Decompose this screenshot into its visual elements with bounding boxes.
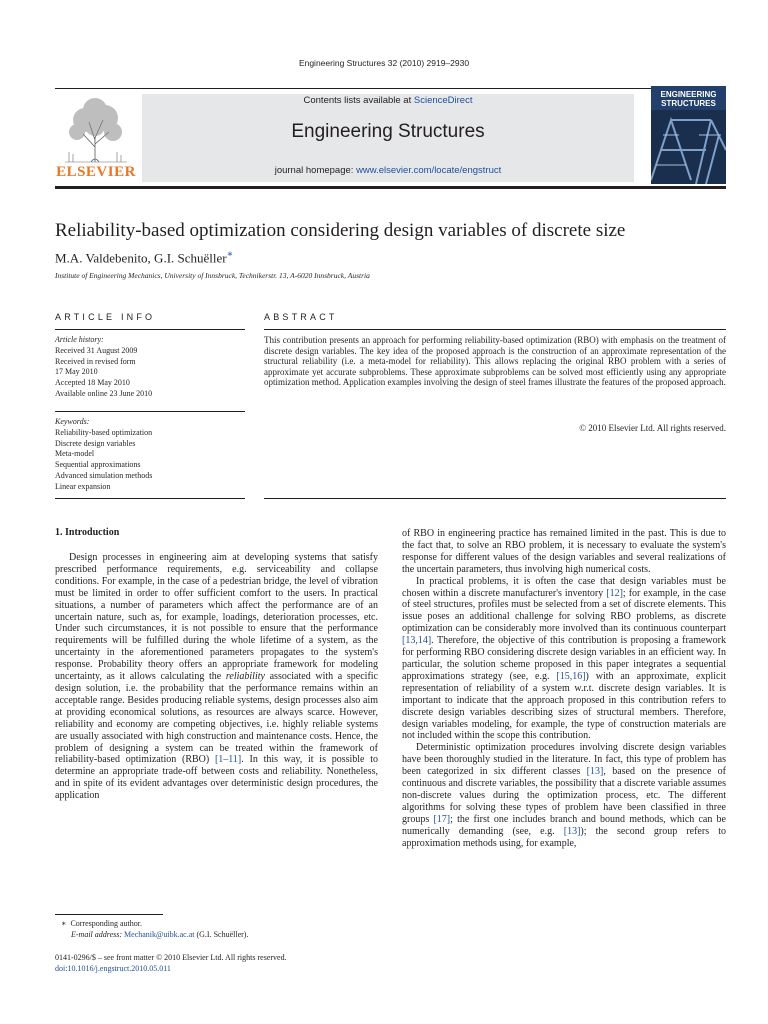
keyword-item: Reliability-based optimization <box>55 427 153 437</box>
citation-link[interactable]: [13,14] <box>402 635 432 647</box>
keywords-label: Keywords: <box>55 417 90 426</box>
cover-title-line1: ENGINEERING <box>660 90 717 99</box>
masthead-bottom-rule <box>55 186 726 189</box>
affiliation: Institute of Engineering Mechanics, University of Innsbruck, Technikerstr. 13, A-6020 Innsbruck, Austria <box>55 271 370 280</box>
cover-structure-image <box>651 110 726 184</box>
email-label: E-mail address: <box>71 930 123 939</box>
article-info-rule <box>55 329 245 330</box>
article-info-heading: ARTICLE INFO <box>55 312 156 322</box>
history-item: Available online 23 June 2010 <box>55 388 153 398</box>
elsevier-wordmark: ELSEVIER <box>56 164 136 180</box>
footnote <box>55 918 248 940</box>
keyword-item: Advanced simulation methods <box>55 470 153 480</box>
footnote-mark: ∗ <box>61 919 67 928</box>
cover-title-line2: STRUCTURES <box>661 99 716 108</box>
paragraph-text: ) with an approximate, explicit representation of reliability of a system w.r.t. discrete design variables. It is important to indicate that the approach proposed in this contribution refers to discrete design variables describing sizes of structural members. Therefore, design variables modeling, for example, the type of construction materials are not included within the scope this contribution. <box>402 670 726 742</box>
keyword-item: Sequential approximations <box>55 460 141 470</box>
body-paragraph: of RBO in engineering practice has remained limited in the past. This is due to the fact that, to solve an RBO problem, it is necessary to evaluate the system's response for different values of the design variables and several realizations of the uncertain parameters, thus involving high numerical costs. <box>402 528 726 575</box>
body-paragraph <box>55 552 378 802</box>
citation-link[interactable]: [1–11] <box>214 754 242 766</box>
history-item: Received in revised form <box>55 356 136 366</box>
abstract-heading: ABSTRACT <box>264 312 338 322</box>
paragraph-text: In practical problems, it is often the case that design variables must be chosen within a discrete manufacturer's inventory <box>402 575 726 599</box>
abstract-rule <box>264 329 726 330</box>
abstract-text: This contribution presents an approach for performing reliability-based optimization (RBO) with emphasis on the treatment of discrete design variables. The key idea of the proposed approach is the construction of an approximate representation of the structural reliability (i.e. a meta-model for reliability). This allows replacing the original RBO problem with a series of approximate yet accurate subproblems. These approximate subproblems can be solved most efficiently using any appropriate optimization method. Application examples involving the design of steel frames illustrate the features of the proposed approach. <box>264 335 726 387</box>
article-info-divider <box>55 411 245 412</box>
keywords <box>55 417 245 493</box>
body-column-left <box>55 552 378 802</box>
history-item: Received 31 August 2009 <box>55 345 138 355</box>
paragraph-text: , based on the presence of continuous and discrete variables, the possibility that a discrete variable assumes non-discrete values during the optimization process, etc. The different algorithms for solving these types of problem have been classified in three groups <box>402 766 727 825</box>
keyword-item: Meta-model <box>55 449 95 459</box>
section-heading-introduction: 1. Introduction <box>55 527 120 538</box>
journal-reference: Engineering Structures 32 (2010) 2919–2930 <box>298 58 470 68</box>
emphasis-text: reliability <box>225 671 265 683</box>
sciencedirect-link[interactable]: ScienceDirect <box>413 95 473 106</box>
abstract-end-rule <box>264 498 726 499</box>
corresponding-author-mark[interactable]: ∗ <box>226 249 234 260</box>
paper-title: Reliability-based optimization considering design variables of discrete size <box>55 220 626 241</box>
footnote-text: Corresponding author. <box>70 919 142 928</box>
citation-link[interactable]: [15,16] <box>556 670 586 682</box>
paragraph-text: ; for example, in the case of steel structures, profiles must be selected from a set of discrete elements. This issue poses an additional challenge for solving RBO problems, as discrete optimization can be considerably more involved than its continuous counterpart <box>402 587 726 635</box>
paragraph-text: ; the first one includes branch and bound methods, which can be numerically demanding (see, e.g. <box>402 813 726 837</box>
issn-line: 0141-0296/$ – see front matter © 2010 Elsevier Ltd. All rights reserved. <box>55 953 287 962</box>
body-column-right <box>402 528 726 849</box>
cover-title <box>651 90 726 108</box>
copyright-notice: © 2010 Elsevier Ltd. All rights reserved. <box>579 423 726 433</box>
paragraph-text: ); the second group refers to approximation methods using, for example, <box>402 825 726 849</box>
citation-link[interactable]: [13] <box>563 825 581 837</box>
article-info-end-rule <box>55 498 245 499</box>
history-item: Accepted 18 May 2010 <box>55 378 130 388</box>
history-label: Article history: <box>55 335 104 344</box>
journal-homepage-link[interactable]: www.elsevier.com/locate/engstruct <box>356 165 502 176</box>
masthead-top-rule <box>55 88 726 89</box>
contents-availability-line <box>142 95 634 106</box>
contents-prefix: Contents lists available at <box>303 95 414 106</box>
keyword-item: Discrete design variables <box>55 438 136 448</box>
paragraph-text: . In this way, it is possible to determine an appropriate trade-off between costs and reliability. Nonetheless, and in spite of its evident advantages over deterministic design procedures, the application <box>55 754 379 802</box>
citation-link[interactable]: [17] <box>433 813 451 825</box>
journal-cover-thumbnail <box>651 86 726 184</box>
paragraph-text: associated with a specific design solution, i.e. the probability that the performance remains within an acceptable range. Besides producing reliable systems, design processes also aim at providing economical solutions, as resources are always scarce. However, reliability and economy are competing objectives, i.e. highly reliable systems are usually associated with high construction and maintenance costs. Hence, the problem of designing a system can be treated within the framework of reliability-based optimization (RBO) <box>55 671 378 766</box>
history-item: 17 May 2010 <box>55 367 98 377</box>
doi-link[interactable]: doi:10.1016/j.engstruct.2010.05.011 <box>55 964 171 973</box>
journal-name: Engineering Structures <box>291 121 485 142</box>
paragraph-text: Design processes in engineering aim at developing systems that satisfy prescribed performance requirements, e.g. serviceability and collapse conditions. For example, in the case of a pedestrian bridge, the level of vibration must be limited in order to offer sufficient comfort to the users. In practical situations, a number of parameters which affect the performance are of an uncertain nature, such as, for example, loadings, deterioration processes, etc. Under such circumstances, it is not possible to ensure that the performance requirements will be fulfilled during the whole lifetime of a system, as the uncertainty in the aforementioned parameters propagates to the system's response. Probability theory offers an appropriate framework for modeling uncertainty, as it allows calculating the <box>55 552 378 683</box>
citation-link[interactable]: [12] <box>606 587 623 599</box>
email-owner: (G.I. Schuëller). <box>196 930 249 939</box>
paragraph-text: Deterministic optimization procedures involving discrete design variables have been thoroughly studied in the literature. In fact, this type of problem has been categorized in six different classes <box>402 742 726 778</box>
keyword-item: Linear expansion <box>55 481 111 491</box>
author-list <box>55 249 233 266</box>
article-history <box>55 335 245 400</box>
paragraph-text: . Therefore, the objective of this contribution is proposing a framework for performing RBO considering discrete design variables in an efficient way. In particular, the solution scheme proposed in this paper integrates a sequential approximations strategy (see, e.g. <box>402 635 726 682</box>
email-note <box>55 929 248 940</box>
body-paragraph <box>402 742 726 849</box>
footnote-rule <box>55 914 163 915</box>
author-names: M.A. Valdebenito, G.I. Schuëller <box>55 250 227 266</box>
body-paragraph <box>402 576 726 743</box>
corresponding-author-note <box>55 918 248 929</box>
homepage-prefix: journal homepage: <box>274 165 357 176</box>
email-link[interactable]: Mechanik@uibk.ac.at <box>124 930 195 939</box>
citation-link[interactable]: [13] <box>586 766 604 778</box>
journal-homepage-line <box>142 165 634 176</box>
page-footer <box>55 952 287 974</box>
